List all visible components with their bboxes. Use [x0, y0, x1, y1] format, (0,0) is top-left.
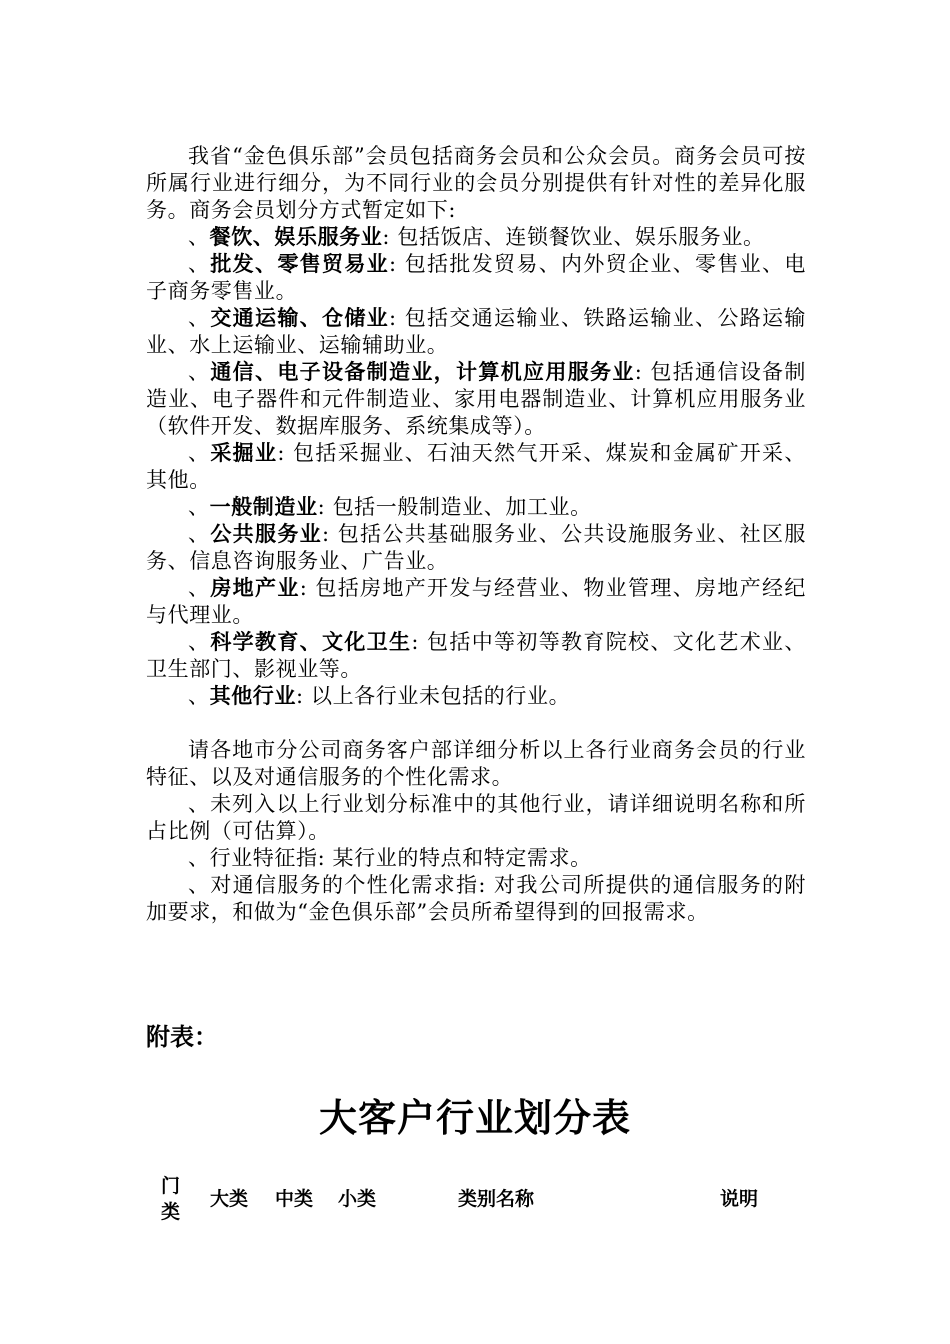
- category-item: 、其他行业: 以上各行业未包括的行业。: [188, 684, 571, 708]
- category-name: 餐饮、娱乐服务业: [209, 225, 383, 249]
- category-item: 、批发、零售贸易业: 包括批发贸易、内外贸企业、零售业、电子商务零售业。: [146, 252, 806, 303]
- category-name: 通信、电子设备制造业，计算机应用服务业: [210, 360, 635, 384]
- category-name: 批发、零售贸易业: [210, 252, 390, 276]
- table-header-cell: 小类: [338, 1188, 377, 1210]
- category-desc: 包括通信设备制造业、电子器件和元件制造业、家用电器制造业、计算机应用服务业（软件开发、数据库服务、系统集成等）。: [146, 360, 806, 438]
- paragraph-spacer: [146, 710, 806, 737]
- category-item: 、房地产业: 包括房地产开发与经营业、物业管理、房地产经纪与代理业。: [146, 576, 806, 627]
- category-desc: 包括一般制造业、加工业。: [332, 495, 592, 519]
- category-item: 、科学教育、文化卫生: 包括中等初等教育院校、文化艺术业、卫生部门、影视业等。: [146, 630, 806, 681]
- body-text: [146, 143, 806, 926]
- category-desc: 包括中等初等教育院校、文化艺术业、卫生部门、影视业等。: [146, 630, 806, 681]
- table-header-row: [0, 1173, 950, 1233]
- appendix-label: 附表：: [146, 1023, 218, 1051]
- category-desc: 包括批发贸易、内外贸企业、零售业、电子商务零售业。: [146, 252, 806, 303]
- category-name: 交通运输、仓储业: [210, 306, 390, 330]
- category-item: 、交通运输、仓储业: 包括交通运输业、铁路运输业、公路运输业、水上运输业、运输辅助业。: [146, 306, 806, 357]
- table-header-cell: 类别名称: [458, 1188, 535, 1210]
- table-title: 大客户行业划分表: [318, 1096, 631, 1140]
- category-desc: 包括交通运输业、铁路运输业、公路运输业、水上运输业、运输辅助业。: [146, 306, 806, 357]
- category-desc: 包括采掘业、石油天然气开采、煤炭和金属矿开采、其他。: [146, 441, 806, 492]
- table-header-cell: 门类: [161, 1175, 181, 1223]
- note-item: 、对通信服务的个性化需求指: 对我公司所提供的通信服务的附加要求，和做为“金色俱乐部”会员所希望得到的回报需求。: [146, 873, 806, 924]
- category-desc: 包括房地产开发与经营业、物业管理、房地产经纪与代理业。: [146, 576, 806, 627]
- note-item: 、行业特征指: 某行业的特点和特定需求。: [188, 846, 592, 870]
- intro-paragraph: 我省“金色俱乐部”会员包括商务会员和公众会员。商务会员可按所属行业进行细分，为不同行业的会员分别提供有针对性的差异化服务。商务会员划分方式暂定如下:: [146, 144, 806, 222]
- table-header-cell: 中类: [275, 1188, 314, 1210]
- category-name: 科学教育、文化卫生: [210, 630, 412, 654]
- note-item: 、未列入以上行业划分标准中的其他行业，请详细说明名称和所占比例（可估算）。: [146, 792, 806, 843]
- category-desc: 包括饭店、连锁餐饮业、娱乐服务业。: [397, 225, 765, 249]
- category-item: 、一般制造业: 包括一般制造业、加工业。: [188, 495, 592, 519]
- category-name: 其他行业: [209, 684, 297, 708]
- request-paragraph: 请各地市分公司商务客户部详细分析以上各行业商务会员的行业特征、以及对通信服务的个性化需求。: [146, 738, 806, 789]
- category-name: 公共服务业: [210, 522, 323, 546]
- category-name: 房地产业: [210, 576, 300, 600]
- category-item: 、采掘业: 包括采掘业、石油天然气开采、煤炭和金属矿开采、其他。: [146, 441, 806, 492]
- category-desc: 以上各行业未包括的行业。: [310, 684, 571, 708]
- category-item: 、公共服务业: 包括公共基础服务业、公共设施服务业、社区服务、信息咨询服务业、广告业。: [146, 522, 806, 573]
- table-header-cell: 说明: [720, 1188, 759, 1210]
- category-name: 采掘业: [210, 441, 278, 465]
- table-header-cell: 大类: [210, 1188, 249, 1210]
- category-item: 、通信、电子设备制造业，计算机应用服务业: 包括通信设备制造业、电子器件和元件制造业、家用电器制造业、计算机应用服务业（软件开发、数据库服务、系统集成等）。: [146, 360, 806, 438]
- category-name: 一般制造业: [209, 495, 318, 519]
- category-item: 、餐饮、娱乐服务业: 包括饭店、连锁餐饮业、娱乐服务业。: [188, 225, 765, 249]
- category-desc: 包括公共基础服务业、公共设施服务业、社区服务、信息咨询服务业、广告业。: [146, 522, 806, 573]
